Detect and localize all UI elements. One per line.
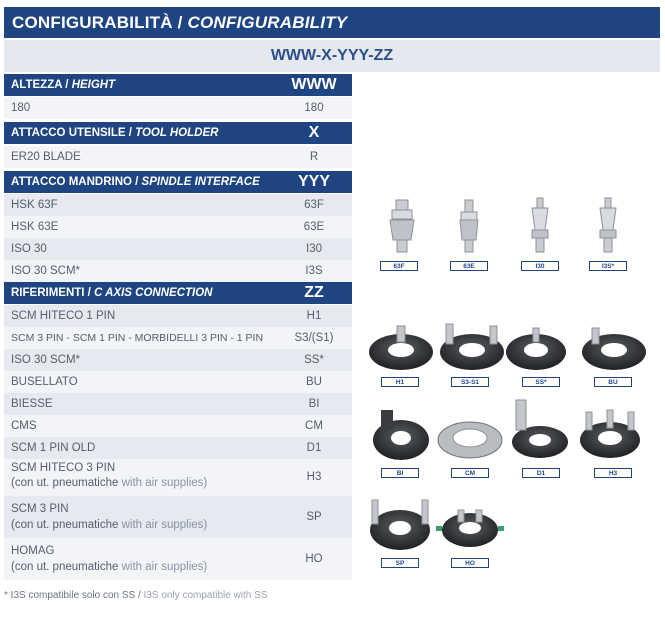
spindle-i30-image [532, 198, 548, 252]
section-header-spindle [4, 171, 352, 193]
table-row [4, 238, 352, 260]
section-header-c-axis [4, 282, 352, 304]
row-value: HO [305, 553, 323, 565]
row-label: SCM 3 PIN - SCM 1 PIN - MORBIDELLI 3 PIN - 1 PIN [11, 332, 264, 344]
row-label: SCM HITECO 1 PIN [11, 310, 116, 322]
row-label: ER20 BLADE [11, 151, 81, 163]
row-value: S3/(S1) [294, 332, 334, 344]
c-axis-bu-image [582, 328, 646, 370]
row-label: BUSELLATO [11, 376, 78, 388]
table-row [4, 260, 352, 282]
tool-holder-code: X [308, 124, 320, 141]
row-value: R [309, 151, 319, 163]
row-sub-en: with air supplies) [121, 561, 208, 573]
row-value: I3S [305, 265, 323, 277]
table-row [4, 437, 352, 459]
row-value: 63E [303, 221, 325, 233]
spindle-code: YYY [297, 173, 330, 190]
height-label-en: HEIGHT [71, 79, 116, 91]
row-sub-it: (con ut. pneumatiche [11, 561, 122, 573]
row-value: I30 [306, 243, 322, 255]
height-label-it: ALTEZZA / [11, 79, 72, 91]
c-axis-d1-image [512, 400, 568, 458]
c-axis-tag: HO [451, 558, 489, 568]
c-axis-bi-image [373, 410, 429, 460]
table-row [4, 496, 352, 538]
row-value: H3 [306, 471, 322, 483]
table-row [4, 97, 352, 119]
code-pattern: WWW-X-YYY-ZZ [4, 40, 660, 72]
footnote-en: I3S only compatible with SS [143, 590, 268, 601]
spindle-label-en: SPINDLE INTERFACE [141, 176, 260, 188]
table-row [4, 415, 352, 437]
row-value: BU [306, 376, 322, 388]
section-header-height [4, 74, 352, 96]
page-title [4, 7, 660, 38]
c-axis-ho-image [436, 510, 504, 547]
table-row [4, 459, 352, 496]
table-row [4, 305, 352, 327]
row-label: HSK 63E [11, 221, 59, 233]
table-row [4, 349, 352, 371]
c-axis-tag: H1 [381, 377, 419, 387]
c-axis-tag: BI [381, 468, 419, 478]
spindle-i3s-image [600, 198, 616, 252]
c-axis-code: ZZ [304, 284, 324, 301]
c-axis-ss-image [506, 328, 566, 370]
c-axis-tag: SP [381, 558, 419, 568]
row-value: SS* [304, 354, 324, 366]
c-axis-s3s1-image [440, 324, 504, 370]
c-axis-label-it: RIFERIMENTI / [11, 287, 95, 299]
tool-holder-label-it: ATTACCO UTENSILE / [11, 127, 136, 139]
table-row [4, 327, 352, 349]
title-en: CONFIGURABILITY [187, 13, 348, 32]
table-row [4, 371, 352, 393]
c-axis-label-en: C AXIS CONNECTION [94, 287, 213, 299]
row-value: BI [308, 398, 320, 410]
c-axis-images [364, 312, 664, 572]
spindle-63e-image [460, 200, 478, 252]
row-sub-it: (con ut. pneumatiche [11, 519, 122, 531]
c-axis-tag: D1 [522, 468, 560, 478]
row-label: HSK 63F [11, 199, 58, 211]
row-label: SCM 3 PIN [11, 503, 69, 515]
row-label: BIESSE [11, 398, 53, 410]
row-value: D1 [306, 442, 322, 454]
spindle-label-it: ATTACCO MANDRINO / [11, 176, 142, 188]
row-sub-en: with air supplies) [121, 477, 208, 489]
row-sub-en: with air supplies) [121, 519, 208, 531]
spindle-tag: 63E [450, 261, 488, 271]
tool-holder-label-en: TOOL HOLDER [135, 127, 219, 139]
row-sub-it: (con ut. pneumatiche [11, 477, 122, 489]
table-row [4, 146, 352, 168]
section-header-tool-holder [4, 122, 352, 144]
title-it: CONFIGURABILITÀ / [12, 13, 188, 32]
spindle-63f-image [390, 200, 414, 252]
table-row [4, 538, 352, 580]
c-axis-h1-image [369, 326, 433, 370]
row-label: SCM HITECO 3 PIN [11, 462, 116, 474]
height-code: WWW [291, 76, 337, 93]
c-axis-tag: S3-S1 [451, 377, 489, 387]
row-label: SCM 1 PIN OLD [11, 442, 96, 454]
c-axis-sp-image [370, 500, 430, 550]
row-label: ISO 30 SCM* [11, 265, 81, 277]
row-label: CMS [11, 420, 37, 432]
table-row [4, 393, 352, 415]
spindle-tag: 63F [380, 261, 418, 271]
row-value: 180 [304, 102, 324, 114]
row-value: SP [306, 511, 322, 523]
spindle-tag: I3S* [589, 261, 627, 271]
footnote [4, 590, 267, 601]
c-axis-tag: BU [594, 377, 632, 387]
spindle-tag: I30 [521, 261, 559, 271]
c-axis-tag: CM [451, 468, 489, 478]
c-axis-h3-image [580, 410, 640, 458]
table-row [4, 216, 352, 238]
row-label: ISO 30 [11, 243, 47, 255]
c-axis-tag: SS* [522, 377, 560, 387]
row-label: HOMAG [11, 545, 55, 557]
row-label: 180 [11, 102, 31, 114]
footnote-it: * I3S compatibile solo con SS / [4, 590, 144, 601]
c-axis-cm-image [438, 422, 502, 458]
table-row [4, 194, 352, 216]
row-value: 63F [304, 199, 324, 211]
c-axis-tag: H3 [594, 468, 632, 478]
row-label: ISO 30 SCM* [11, 354, 81, 366]
row-value: H1 [306, 310, 322, 322]
row-value: CM [305, 420, 323, 432]
